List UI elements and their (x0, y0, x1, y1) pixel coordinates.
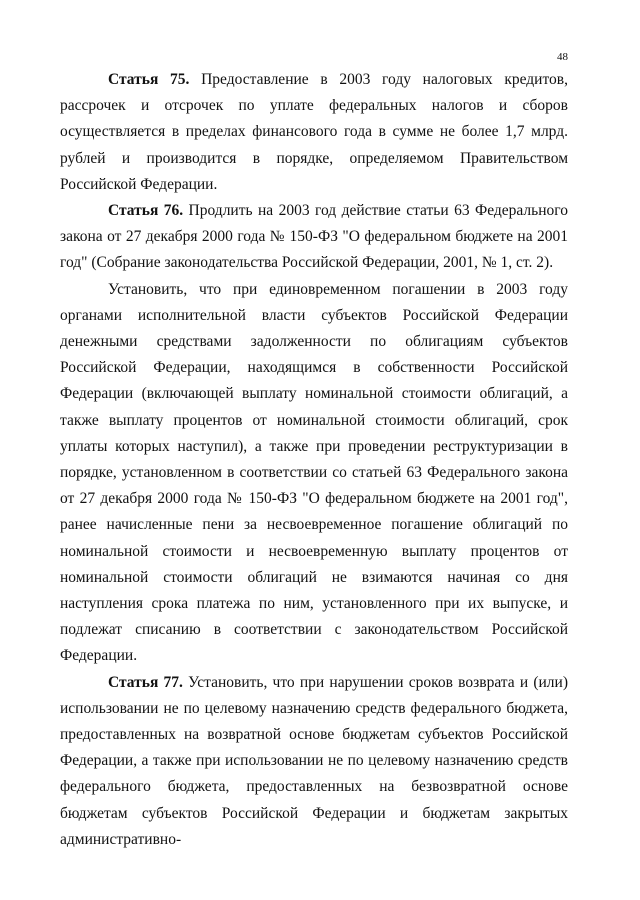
article-75-text: Предоставление в 2003 году налоговых кредитов, рассрочек и отсрочек по уплате федеральных налогов и сборов осуществляется в пределах финансового года в сумме не более 1,7 млрд. рублей и производится в порядке, определяемом Правительством Российской Федерации. (60, 71, 568, 193)
document-body (60, 67, 568, 853)
article-77-paragraph (60, 670, 568, 853)
article-76-text: Продлить на 2003 год действие статьи 63 Федерального закона от 27 декабря 2000 года № 150-ФЗ "О федеральном бюджете на 2001 год" (Собрание законодательства Российской Федерации, 2001, № 1, ст. 2). (60, 202, 569, 272)
article-76-heading: Статья 76. (108, 202, 184, 220)
article-77-text: Установить, что при нарушении сроков возврата и (или) использовании не по целевому назначению средств федерального бюджета, предоставленных на возвратной основе бюджетам субъектов Российской Федерации, а также при использовании не по целевому назначению средств федерального бюджета, предоставленных на безвозвратной основе бюджетам субъектов Российской Федерации и бюджетам закрытых административно- (60, 673, 568, 848)
article-76-continuation-paragraph (60, 277, 568, 670)
page-number: 48 (557, 51, 568, 63)
article-75-paragraph (60, 67, 568, 198)
article-75-heading: Статья 75. (108, 71, 190, 88)
article-76-continuation-text: Установить, что при единовременном погашении в 2003 году органами исполнительной власти субъектов Российской Федерации денежными средствами задолженности по облигациям субъектов Российской Федерации, находящимся в собственности Российской Федерации (включающей выплату номинальной стоимости облигаций, а также выплату процентов от номинальной стоимости облигаций, срок уплаты которых наступил), а также при проведении реструктуризации в порядке, установленном в соответствии со статьей 63 Федерального закона от 27 декабря 2000 года № 150-ФЗ "О федеральном бюджете на 2001 год", ранее начисленные пени за несвоевременное погашение облигаций по номинальной стоимости и несвоевременную выплату процентов от номинальной стоимости облигаций не взимаются начиная со дня наступления срока платежа по ним, установленного при их выпуске, и подлежат списанию в соответствии с законодательством Российской Федерации. (60, 280, 568, 665)
article-77-heading: Статья 77. (108, 673, 183, 691)
article-76-paragraph (60, 198, 568, 277)
